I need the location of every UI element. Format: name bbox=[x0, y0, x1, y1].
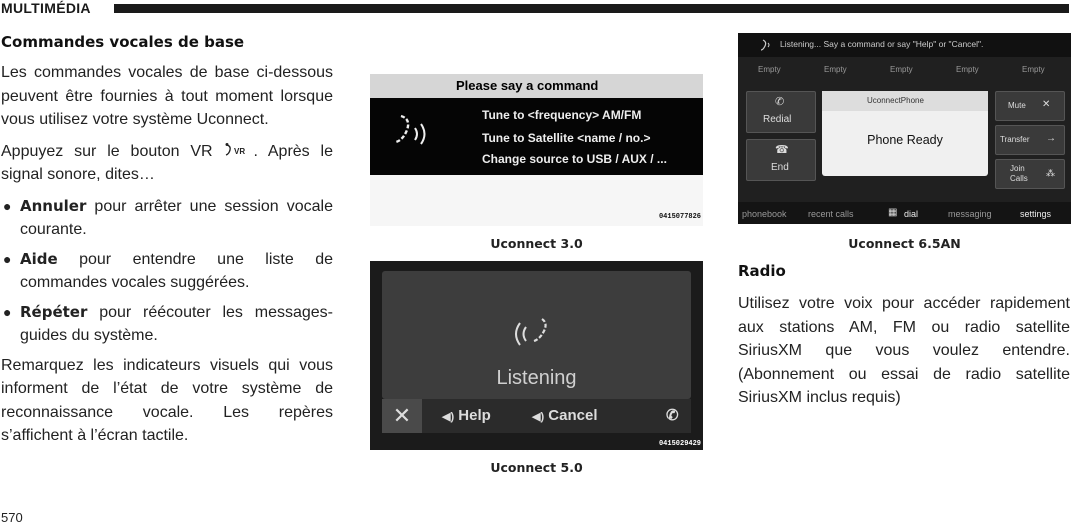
nav-phonebook[interactable]: phonebook bbox=[742, 209, 787, 219]
cancel-button[interactable] bbox=[532, 407, 598, 424]
join-calls-icon: ⁂ bbox=[1046, 168, 1055, 178]
listening-status: Listening... Say a command or say "Help" or "Cancel". bbox=[780, 39, 984, 49]
command-line: Tune to Satellite <name / no.> bbox=[482, 131, 651, 145]
mute-icon: ✕ bbox=[1042, 99, 1051, 110]
voice-icon bbox=[760, 38, 774, 52]
bullet-icon: ● bbox=[3, 250, 12, 267]
caption-uconnect-3: Uconnect 3.0 bbox=[490, 236, 583, 251]
transfer-label: Transfer bbox=[1000, 135, 1030, 144]
phone-button[interactable] bbox=[666, 406, 679, 424]
header-rule bbox=[114, 4, 1069, 13]
voice-listening-icon bbox=[514, 315, 558, 355]
close-button[interactable] bbox=[382, 399, 422, 433]
page-header bbox=[0, 0, 1071, 18]
bottom-nav bbox=[738, 202, 1071, 224]
right-column bbox=[738, 262, 1070, 418]
voice-speaking-icon bbox=[392, 112, 436, 156]
dial-pad-icon: ▦ bbox=[888, 207, 898, 218]
command-term: Annuler bbox=[20, 196, 87, 215]
help-button[interactable] bbox=[442, 407, 491, 424]
phone-card bbox=[822, 91, 988, 176]
command-line: Change source to USB / AUX / ... bbox=[482, 152, 667, 166]
page-number: 570 bbox=[1, 510, 23, 525]
help-label: Help bbox=[458, 407, 491, 424]
nav-dial[interactable]: dial bbox=[904, 209, 919, 219]
nav-messaging[interactable]: messaging bbox=[948, 209, 992, 219]
transfer-icon: → bbox=[1046, 133, 1056, 144]
list-item bbox=[1, 248, 333, 295]
join-calls-button[interactable] bbox=[995, 159, 1065, 189]
phone-icon: ✆ bbox=[775, 96, 785, 108]
command-term: Répéter bbox=[20, 302, 88, 321]
favorite-slot[interactable]: Empty bbox=[890, 65, 913, 74]
phone-icon: ✆ bbox=[666, 407, 679, 424]
vr-text-after: . Après le signal sonore, dites… bbox=[1, 142, 333, 183]
intro-paragraph: Les commandes vocales de base ci-dessous peuvent être fournies à tout moment lorsque vous utilisez votre système Uconnect. bbox=[1, 64, 333, 128]
prompt-text: Please say a command bbox=[456, 78, 599, 93]
end-call-button[interactable] bbox=[746, 139, 816, 181]
mute-button[interactable] bbox=[995, 91, 1065, 121]
phone-card-title: UconnectPhone bbox=[867, 96, 924, 105]
caption-uconnect-6-5an: Uconnect 6.5AN bbox=[848, 236, 961, 251]
command-desc: pour arrêter une session vocale courante. bbox=[20, 197, 333, 238]
section-title: MULTIMÉDIA bbox=[1, 0, 91, 16]
list-item bbox=[1, 301, 333, 348]
favorite-slot[interactable]: Empty bbox=[956, 65, 979, 74]
command-desc: pour réécouter les messages-guides du système. bbox=[20, 303, 333, 344]
redial-button[interactable] bbox=[746, 91, 816, 133]
status-bar bbox=[738, 33, 1071, 57]
uconnect-6-5an-screen bbox=[738, 33, 1071, 224]
bullet-icon: ● bbox=[3, 303, 12, 320]
caption-uconnect-5: Uconnect 5.0 bbox=[490, 460, 583, 475]
speaker-icon: ◀) bbox=[442, 411, 455, 423]
voice-recognition-icon bbox=[223, 142, 253, 158]
favorites-row bbox=[738, 58, 1071, 80]
listening-label: Listening bbox=[496, 367, 577, 389]
figure-id: 0415029429 bbox=[658, 440, 701, 448]
basic-voice-commands-heading: Commandes vocales de base bbox=[1, 33, 245, 51]
command-list bbox=[1, 195, 333, 348]
vr-text-before: Appuyez sur le bouton VR bbox=[1, 142, 213, 160]
bullet-icon: ● bbox=[3, 197, 12, 214]
nav-settings[interactable]: settings bbox=[1020, 209, 1052, 219]
end-call-icon: ☎ bbox=[775, 144, 789, 156]
svg-text:VR: VR bbox=[234, 146, 246, 156]
voice-action-bar bbox=[382, 399, 691, 433]
command-term: Aide bbox=[20, 249, 58, 268]
cancel-label: Cancel bbox=[548, 407, 598, 424]
speaker-icon: ◀) bbox=[532, 411, 545, 423]
end-label: End bbox=[771, 162, 789, 173]
uconnect-3-screen bbox=[370, 74, 703, 175]
phone-card-header bbox=[822, 91, 988, 111]
phone-status: Phone Ready bbox=[867, 133, 943, 147]
command-desc: pour entendre une liste de commandes vocales suggérées. bbox=[20, 250, 333, 291]
join-calls-label: Join Calls bbox=[1010, 164, 1028, 183]
transfer-button[interactable] bbox=[995, 125, 1065, 155]
left-column bbox=[1, 33, 333, 456]
redial-label: Redial bbox=[763, 114, 792, 125]
nav-recent-calls[interactable]: recent calls bbox=[808, 209, 854, 219]
command-line: Tune to <frequency> AM/FM bbox=[482, 108, 642, 122]
favorite-slot[interactable]: Empty bbox=[758, 65, 781, 74]
vr-paragraph bbox=[1, 140, 333, 187]
figure-id: 0415077826 bbox=[658, 213, 701, 221]
prompt-bar bbox=[370, 74, 703, 98]
radio-paragraph: Utilisez votre voix pour accéder rapidement aux stations AM, FM ou radio satellite SiriusXM que vous voulez entendre. (Abonnement ou essai de radio satellite SiriusXM inclus requis) bbox=[738, 295, 1070, 406]
favorite-slot[interactable]: Empty bbox=[1022, 65, 1045, 74]
close-icon: ✕ bbox=[392, 403, 412, 428]
radio-heading: Radio bbox=[738, 262, 786, 280]
visual-indicators-paragraph: Remarquez les indicateurs visuels qui vous informent de l’état de votre système de reconnaissance vocale. Les repères s’affichent à l’écran tactile. bbox=[1, 356, 333, 444]
mute-label: Mute bbox=[1008, 101, 1026, 110]
uconnect-3-lower-area bbox=[370, 175, 703, 226]
list-item bbox=[1, 195, 333, 242]
favorite-slot[interactable]: Empty bbox=[824, 65, 847, 74]
listening-panel bbox=[382, 271, 691, 399]
uconnect-5-screen bbox=[370, 261, 703, 450]
